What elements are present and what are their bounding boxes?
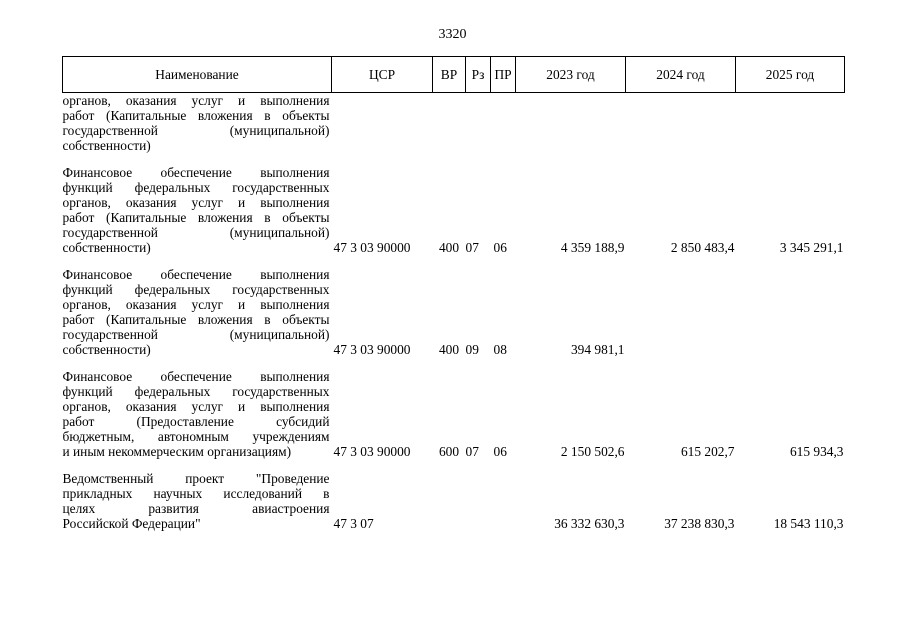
cell-vr xyxy=(433,459,466,531)
name-line: функций федеральных государственных xyxy=(62,384,330,399)
cell-name xyxy=(63,153,332,255)
cell-2025: 18 543 110,3 xyxy=(773,516,844,531)
page-number: 3320 xyxy=(438,27,467,42)
name-line: работ (Предоставление субсидий xyxy=(62,414,330,429)
cell-rz: 09 xyxy=(465,342,479,357)
name-line: работ (Капитальные вложения в объекты xyxy=(62,210,330,225)
name-line: и иным некоммерческим организациям) xyxy=(62,444,292,459)
header-name: Наименование xyxy=(63,57,332,93)
name-line: органов, оказания услуг и выполнения xyxy=(62,195,330,210)
name-line: целях развития авиастроения xyxy=(62,501,330,516)
cell-2023: 2 150 502,6 xyxy=(560,444,625,459)
header-rz: Рз xyxy=(466,57,491,93)
name-line: государственной (муниципальной) xyxy=(62,225,330,240)
cell-pr: 06 xyxy=(493,444,507,459)
name-line: функций федеральных государственных xyxy=(62,282,330,297)
cell-2025: 3 345 291,1 xyxy=(779,240,844,255)
name-line: органов, оказания услуг и выполнения xyxy=(62,399,330,414)
budget-table xyxy=(62,56,845,531)
name-line: органов, оказания услуг и выполнения xyxy=(62,297,330,312)
cell-csr: 47 3 03 90000 xyxy=(333,444,411,459)
cell-csr: 47 3 03 90000 xyxy=(333,342,411,357)
table-row xyxy=(63,255,845,357)
header-csr: ЦСР xyxy=(332,57,433,93)
cell-vr: 600 xyxy=(438,444,460,459)
table-row xyxy=(63,459,845,531)
cell-2023: 4 359 188,9 xyxy=(560,240,625,255)
cell-2025 xyxy=(736,255,845,357)
name-line: собственности) xyxy=(62,138,151,153)
name-line: Ведомственный проект "Проведение xyxy=(62,471,330,486)
cell-2024: 615 202,7 xyxy=(680,444,735,459)
table-row xyxy=(63,357,845,459)
cell-2024: 37 238 830,3 xyxy=(664,516,735,531)
cell-2025 xyxy=(736,93,845,154)
cell-2024 xyxy=(626,93,736,154)
name-line: собственности) xyxy=(62,342,151,357)
cell-name xyxy=(63,357,332,459)
cell-2025: 615 934,3 xyxy=(789,444,844,459)
cell-pr xyxy=(491,93,516,154)
table-row xyxy=(63,153,845,255)
cell-vr xyxy=(433,93,466,154)
header-2025: 2025 год xyxy=(736,57,845,93)
table-header-row xyxy=(63,57,845,93)
name-line: прикладных научных исследований в xyxy=(62,486,330,501)
name-line: собственности) xyxy=(62,240,151,255)
name-line: работ (Капитальные вложения в объекты xyxy=(62,108,330,123)
cell-2023: 394 981,1 xyxy=(570,342,625,357)
table-body xyxy=(63,93,845,532)
name-line: государственной (муниципальной) xyxy=(62,123,330,138)
cell-2024: 2 850 483,4 xyxy=(670,240,735,255)
name-line: Российской Федерации" xyxy=(62,516,201,531)
table-row xyxy=(63,93,845,154)
cell-rz xyxy=(466,459,491,531)
header-pr: ПР xyxy=(491,57,516,93)
cell-csr xyxy=(332,93,433,154)
name-line: Финансовое обеспечение выполнения xyxy=(62,165,330,180)
header-2023: 2023 год xyxy=(516,57,626,93)
cell-vr: 400 xyxy=(438,342,460,357)
cell-name xyxy=(63,93,332,154)
header-2024: 2024 год xyxy=(626,57,736,93)
cell-name xyxy=(63,255,332,357)
name-line: органов, оказания услуг и выполнения xyxy=(62,93,330,108)
cell-2023: 36 332 630,3 xyxy=(554,516,625,531)
name-line: функций федеральных государственных xyxy=(62,180,330,195)
name-line: работ (Капитальные вложения в объекты xyxy=(62,312,330,327)
cell-csr: 47 3 03 90000 xyxy=(333,240,411,255)
cell-pr xyxy=(491,459,516,531)
cell-rz: 07 xyxy=(465,240,479,255)
cell-2024 xyxy=(626,255,736,357)
cell-rz xyxy=(466,93,491,154)
cell-rz: 07 xyxy=(465,444,479,459)
cell-pr: 08 xyxy=(493,342,507,357)
cell-name xyxy=(63,459,332,531)
header-vr: ВР xyxy=(433,57,466,93)
name-line: Финансовое обеспечение выполнения xyxy=(62,267,330,282)
name-line: государственной (муниципальной) xyxy=(62,327,330,342)
cell-vr: 400 xyxy=(438,240,460,255)
name-line: бюджетным, автономным учреждениям xyxy=(62,429,330,444)
cell-pr: 06 xyxy=(493,240,507,255)
cell-csr: 47 3 07 xyxy=(333,516,374,531)
cell-2023 xyxy=(516,93,626,154)
name-line: Финансовое обеспечение выполнения xyxy=(62,369,330,384)
